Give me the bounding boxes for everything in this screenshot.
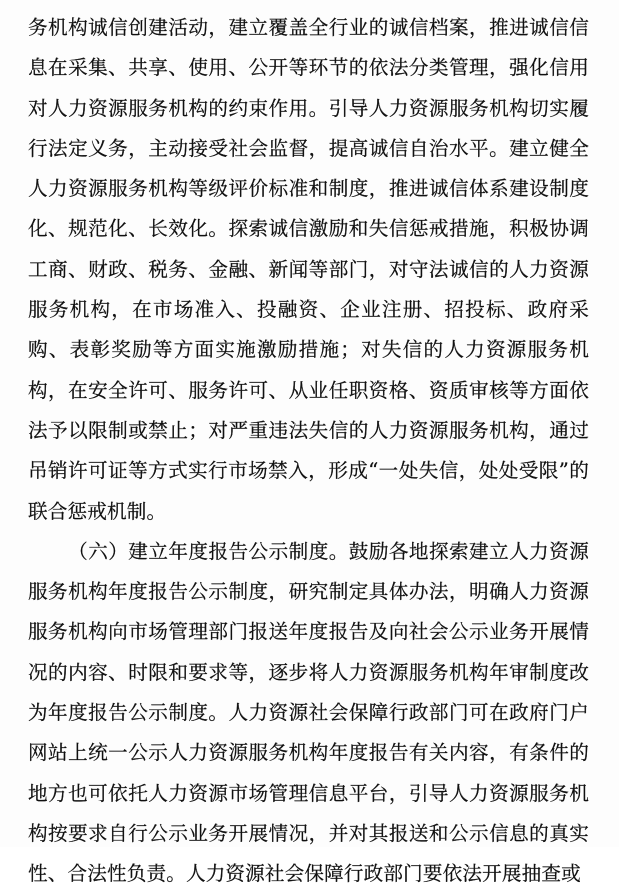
paragraph-continuation: 务机构诚信创建活动，建立覆盖全行业的诚信档案，推进诚信信息在采集、共享、使用、公开等环节的依法分类管理，强化信用对人力资源服务机构的约束作用。引导人力资源服务机构切实履行法定义务，主动接受社会监督，提高诚信自治水平。建立健全人力资源服务机构等级评价标准和制度，推进诚信体系建设制度化、规范化、长效化。探索诚信激励和失信惩戒措施，积极协调工商、财政、税务、金融、新闻等部门，对守法诚信的人力资源服务机构，在市场准入、投融资、企业注册、招投标、政府采购、表彰奖励等方面实施激励措施；对失信的人力资源服务机构，在安全许可、服务许可、从业任职资格、资质审核等方面依法予以限制或禁止；对严重违法失信的人力资源服务机构，通过吊销许可证等方式实行市场禁入，形成“一处失信，处处受限”的联合惩戒机制。 <box>28 16 589 523</box>
document-body <box>28 8 589 895</box>
paragraph-section-six: （六）建立年度报告公示制度。鼓励各地探索建立人力资源服务机构年度报告公示制度，研究制定具体办法，明确人力资源服务机构向市场管理部门报送年度报告及向社会公示业务开展情况的内容、时限和要求等，逐步将人力资源服务机构年审制度改为年度报告公示制度。人力资源社会保障行政部门可在政府门户网站上统一公示人力资源服务机构年度报告有关内容，有条件的地方也可依托人力资源市场管理信息平台，引导人力资源服务机构按要求自行公示业务开展情况，并对其报送和公示信息的真实性、合法性负责。人力资源社会保障行政部门要依法开展抽查或 <box>28 539 589 886</box>
